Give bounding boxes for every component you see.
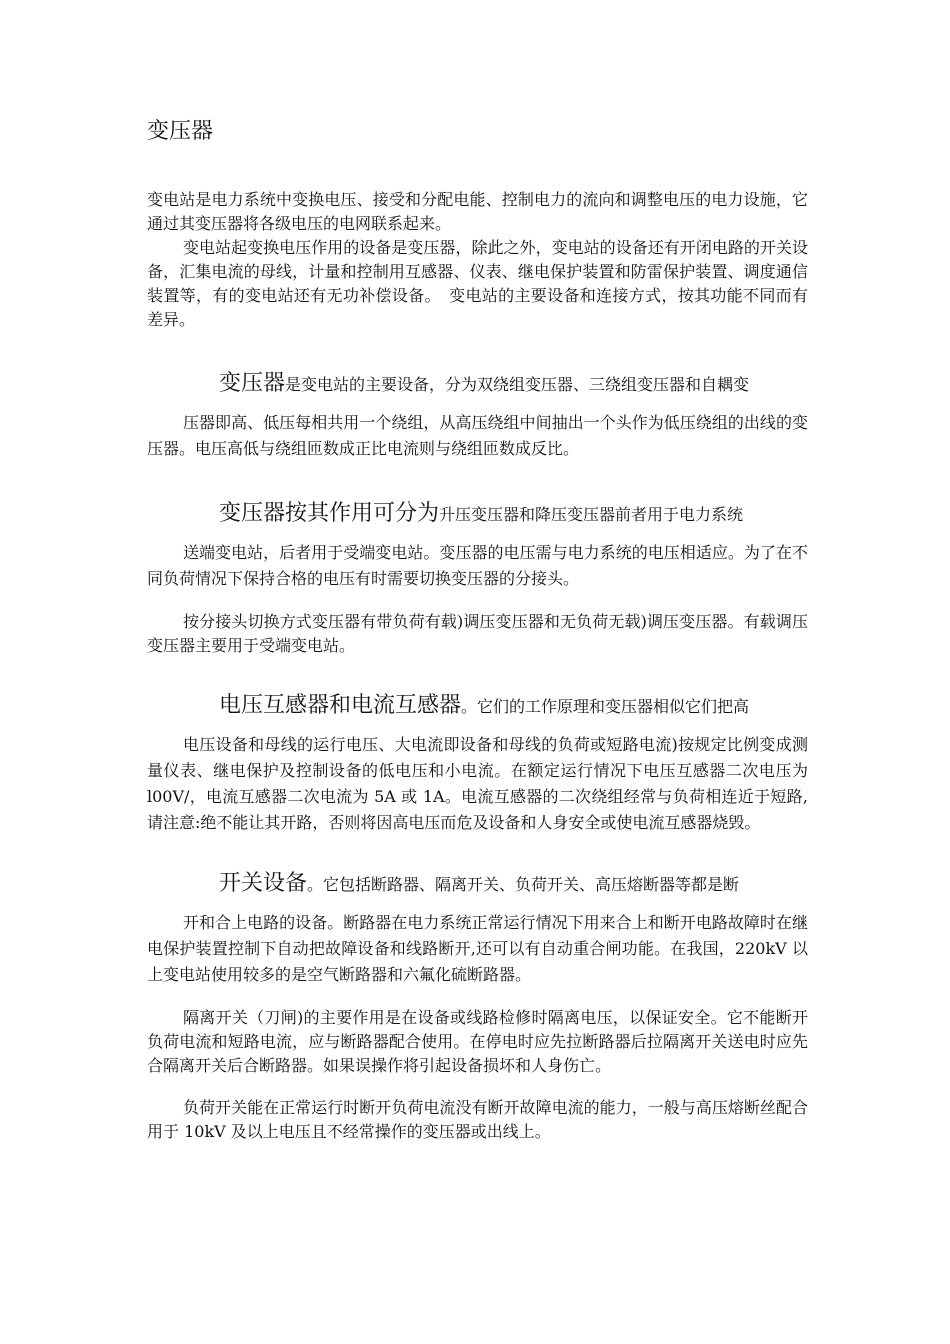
section-body-text: 开和合上电路的设备。断路器在电力系统正常运行情况下用来合上和断开电路故障时在继电保护装置控制下自动把故障设备和线路断开,还可以有自动重合闸功能。在我国，220kV 以上变电站使用较多的是空气断路器和六氟化硫断路器。 — [147, 913, 808, 984]
disconnector-paragraph: 隔离开关（刀闸)的主要作用是在设备或线路检修时隔离电压，以保证安全。它不能断开负荷电流和短路电流，应与断路器配合使用。在停电时应先拉断路器后拉隔离开关送电时应先合隔离开关后合断路器。如果误操作将引起设备损坏和人身伤亡。 — [147, 1008, 808, 1075]
section-body-text: 送端变电站，后者用于受端变电站。变压器的电压需与电力系统的电压相适应。为了在不同负荷情况下保持合格的电压有时需要切换变压器的分接头。 — [147, 543, 808, 588]
section-lead-text: 升压变压器和降压变压器前者用于电力系统 — [439, 505, 744, 524]
section-lead-text: 是变电站的主要设备，分为双绕组变压器、三绕组变压器和自耦变 — [285, 375, 750, 394]
transformer-section — [147, 364, 808, 462]
instrument-transformer-section — [147, 686, 808, 836]
document-title: 变压器 — [147, 119, 214, 144]
load-switch-paragraph: 负荷开关能在正常运行时断开负荷电流没有断开故障电流的能力，一般与高压熔断丝配合用于 10kV 及以上电压且不经常操作的变压器或出线上。 — [147, 1098, 808, 1141]
section-heading-transformer-types: 变压器按其作用可分为 — [219, 501, 440, 526]
section-heading-switchgear: 开关设备 — [219, 871, 308, 896]
section-body-text: 电压设备和母线的运行电压、大电流即设备和母线的负荷或短路电流)按规定比例变成测量仪表、继电保护及控制设备的低电压和小电流。在额定运行情况下电压互感器二次电压为l00V/，电流互感器二次电流为 5A 或 1A。电流互感器的二次绕组经常与负荷相连近于短路,请注意:绝不能让其开路，否则将因高电压而危及设备和人身安全或使电流互感器烧毁。 — [147, 735, 808, 832]
switchgear-section — [147, 864, 808, 988]
section-heading-instrument-transformers: 电压互感器和电流互感器 — [219, 693, 462, 718]
document-body — [147, 188, 808, 1144]
section-body-text: 压器即高、低压每相共用一个绕组，从高压绕组中间抽出一个头作为低压绕组的出线的变压器。电压高低与绕组匝数成正比电流则与绕组匝数成反比。 — [147, 413, 808, 458]
tap-changer-paragraph: 按分接头切换方式变压器有带负荷有载)调压变压器和无负荷无载)调压变压器。有载调压变压器主要用于受端变电站。 — [147, 612, 808, 655]
substation-equipment-paragraph: 变电站起变换电压作用的设备是变压器，除此之外，变电站的设备还有开闭电路的开关设备，汇集电流的母线，计量和控制用互感器、仪表、继电保护装置和防雷保护装置、调度通信装置等，有的变电站还有无功补偿设备。 变电站的主要设备和连接方式，按其功能不同而有差异。 — [147, 238, 808, 329]
intro-paragraph: 变电站是电力系统中变换电压、接受和分配电能、控制电力的流向和调整电压的电力设施，它通过其变压器将各级电压的电网联系起来。 — [147, 190, 808, 233]
section-heading-transformer: 变压器 — [219, 371, 286, 396]
transformer-types-section — [147, 494, 808, 592]
section-lead-text: 。它包括断路器、隔离开关、负荷开关、高压熔断器等都是断 — [307, 875, 740, 894]
section-lead-text: 。它们的工作原理和变压器相似它们把高 — [461, 697, 750, 716]
